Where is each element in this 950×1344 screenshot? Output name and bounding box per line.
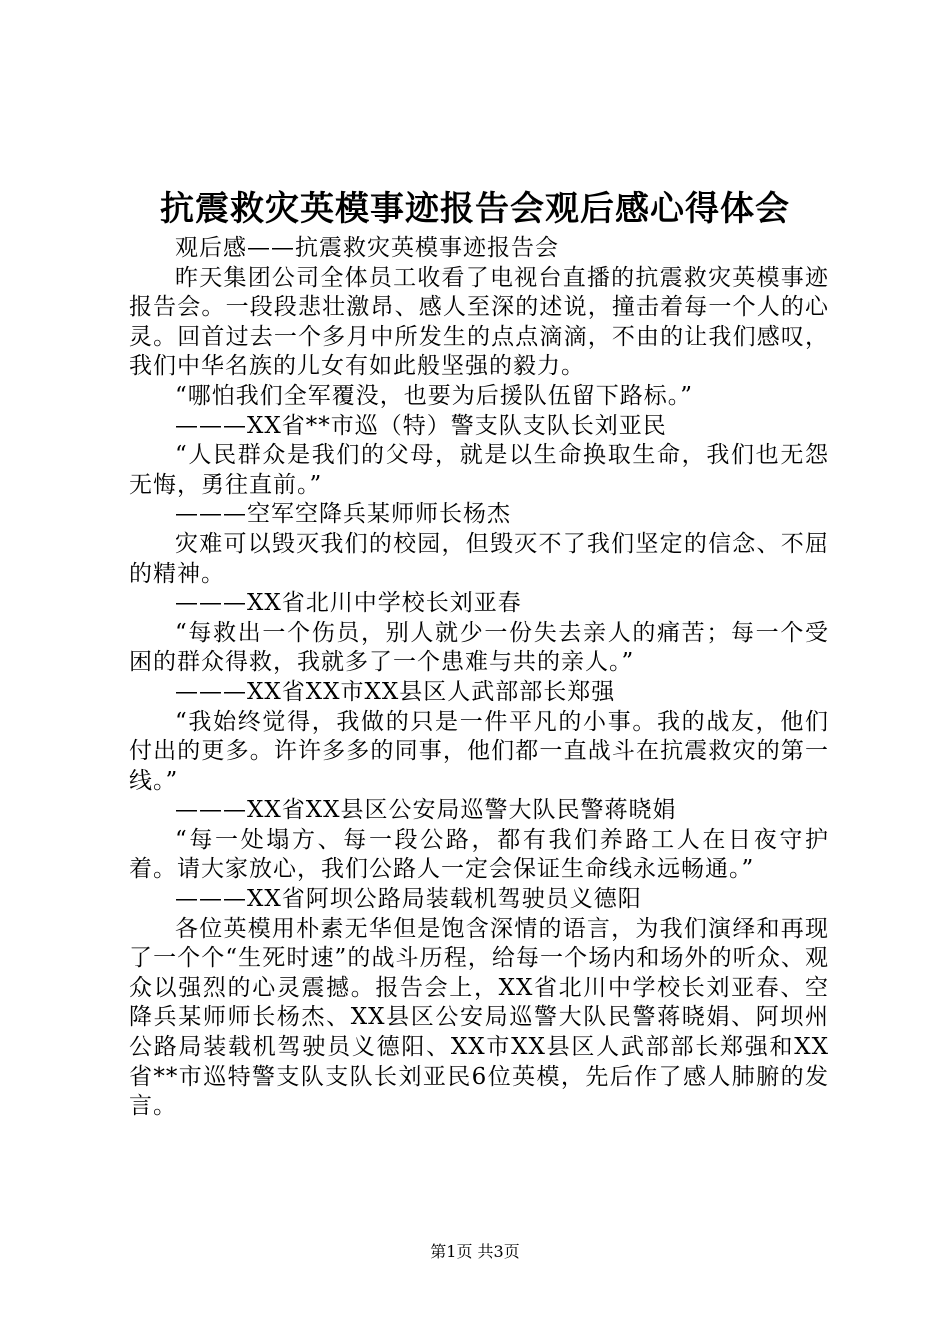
document-body [129,234,829,1122]
quote-4: “每救出一个伤员，别人就少一份失去亲人的痛苦；每一个受困的群众得救，我就多了一个患难与共的亲人。” [129,619,829,676]
attribution-2: ———空军空降兵某师师长杨杰 [175,501,511,528]
document-title: 抗震救灾英模事迹报告会观后感心得体会 [160,189,790,229]
paragraph-subtitle: 观后感——抗震救灾英模事迹报告会 [175,235,559,261]
quote-5: “我始终觉得，我做的只是一件平凡的小事。我的战友，他们付出的更多。许许多多的同事，他们都一直战斗在抗震救灾的第一线。” [129,708,829,794]
attribution-4: ———XX省XX市XX县区人武部部长郑强 [175,678,616,705]
paragraph-intro: 昨天集团公司全体员工收看了电视台直播的抗震救灾英模事迹报告会。一段段悲壮激昂、感人至深的述说，撞击着每一个人的心灵。回首过去一个多月中所发生的点点滴滴，不由的让我们感叹，我们中华名族的儿女有如此般坚强的毅力。 [129,264,829,380]
quote-1: “哪怕我们全军覆没，也要为后援队伍留下路标。” [175,382,694,409]
quote-6: “每一处塌方、每一段公路，都有我们养路工人在日夜守护着。请大家放心，我们公路人一定会保证生命线永远畅通。” [129,826,829,883]
attribution-6: ———XX省阿坝公路局装载机驾驶员义德阳 [175,886,642,913]
page-footer: 第1页 共3页 [430,1242,520,1261]
quote-2: “人民群众是我们的父母，就是以生命换取生命，我们也无怨无悔，勇往直前。” [129,442,829,498]
attribution-1: ———XX省**市巡（特）警支队支队长刘亚民 [175,412,667,439]
attribution-3: ———XX省北川中学校长刘亚春 [175,590,522,617]
paragraph-summary: 各位英模用朴素无华但是饱含深情的语言，为我们演绎和再现了一个个“生死时速”的战斗历程，给每一个场内和场外的听众、观众以强烈的心灵震撼。报告会上，XX省北川中学校长刘亚春、空降兵某师师长杨杰、XX县区公安局巡警大队民警蒋晓娟、阿坝州公路局装载机驾驶员义德阳、XX市XX县区人武部部长郑强和XX省**市巡特警支队支队长刘亚民6位英模，先后作了感人肺腑的发言。 [129,915,829,1120]
quote-3: 灾难可以毁灭我们的校园，但毁灭不了我们坚定的信念、不屈的精神。 [129,530,829,587]
attribution-5: ———XX省XX县区公安局巡警大队民警蒋晓娟 [175,797,677,824]
